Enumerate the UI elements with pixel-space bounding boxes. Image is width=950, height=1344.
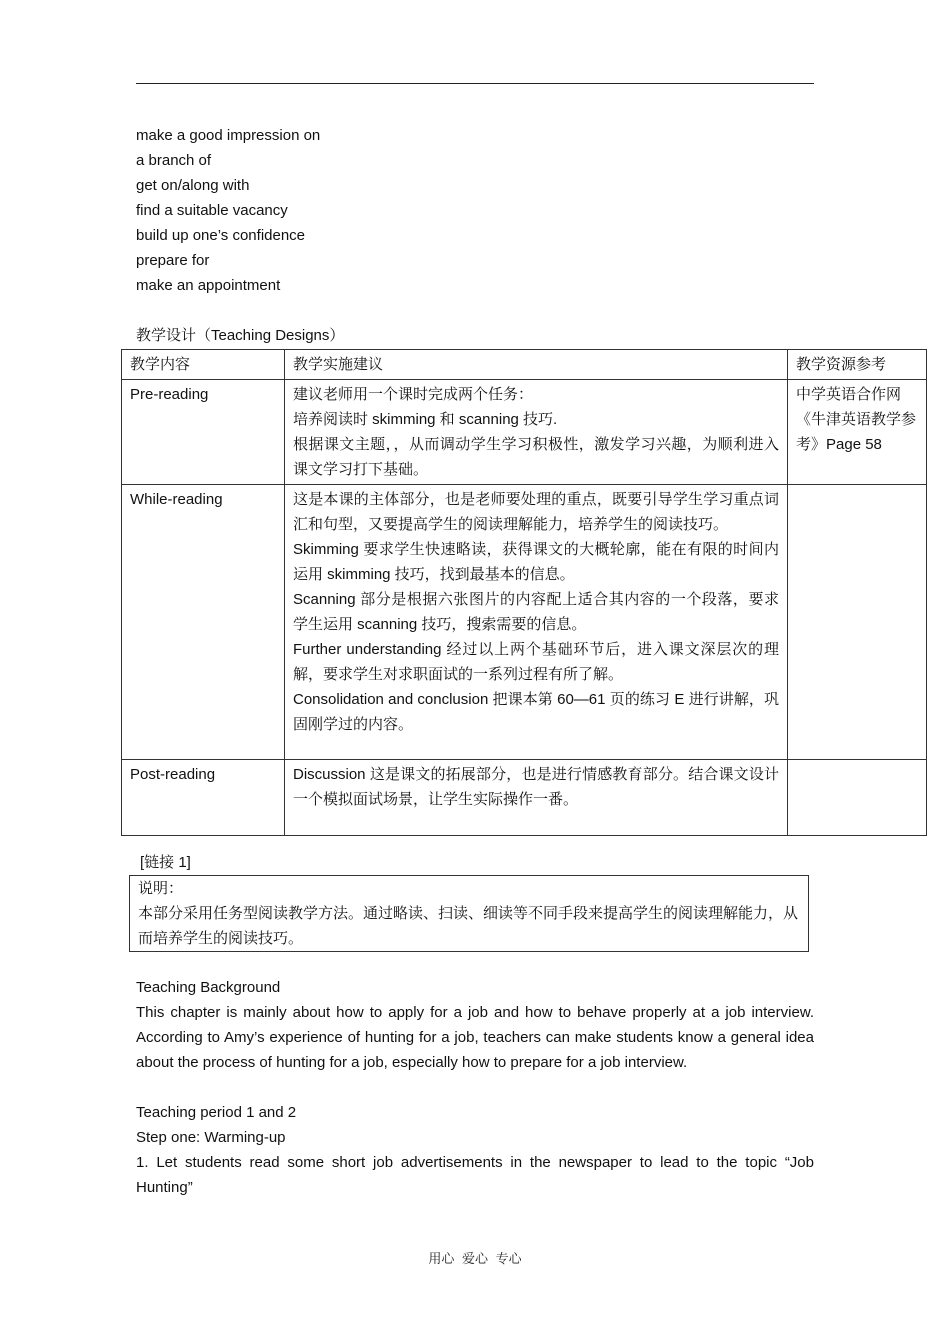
table-row [122, 760, 927, 836]
suggestion-text: Scanning 部分是根据六张图片的内容配上适合其内容的一个段落，要求学生运用 scanning 技巧，搜索需要的信息。 [293, 591, 779, 633]
note-title: 说明： [138, 880, 184, 897]
suggestion-text: 这是本课的主体部分，也是老师要处理的重点，既要引导学生学习重点词汇和句型，又要提高学生的阅读理解能力，培养学生的阅读技巧。 [293, 491, 779, 533]
header-resources: 教学资源参考 [788, 350, 927, 380]
stage-cell: While-reading [122, 485, 285, 760]
teaching-period [136, 1100, 814, 1200]
phrase-item: build up one’s confidence [136, 227, 306, 244]
background-text: This chapter is mainly about how to apply for a job and how to behave properly at a job interview. According to Amy’s experience of hunting for a job, teachers can make students know a general idea about the process of hunting for a job, especially how to prepare for a job interview. [136, 1004, 814, 1071]
teaching-design-table [121, 349, 927, 836]
header-suggestions: 教学实施建议 [285, 350, 788, 380]
phrase-item: a branch of [136, 152, 212, 169]
phrase-item: make an appointment [136, 277, 281, 294]
teaching-design-title: 教学设计（Teaching Designs） [136, 327, 345, 344]
resource-cell [788, 485, 927, 760]
suggestion-cell [285, 485, 788, 760]
page-footer: 用心 爱心 专心 [428, 1251, 522, 1266]
suggestion-cell [285, 760, 788, 836]
phrase-item: prepare for [136, 252, 210, 269]
suggestion-text: Further understanding 经过以上两个基础环节后，进入课文深层次的理解，要求学生对求职面试的一系列过程有所了解。 [293, 641, 779, 683]
phrase-item: make a good impression on [136, 127, 321, 144]
resource-cell: 中学英语合作网《牛津英语教学参考》Page 58 [788, 380, 927, 485]
suggestion-text: Consolidation and conclusion 把课本第 60—61 页的练习 E 进行讲解，巩固刚学过的内容。 [293, 691, 779, 733]
suggestion-text: 根据课文主题，，从而调动学生学习积极性，激发学习兴趣，为顺利进入课文学习打下基础。 [293, 436, 779, 478]
step-item: 1. Let students read some short job advertisements in the newspaper to lead to the topic “Job Hunting” [136, 1154, 814, 1196]
suggestion-text: Discussion 这是课文的拓展部分，也是进行情感教育部分。结合课文设计一个模拟面试场景，让学生实际操作一番。 [293, 766, 779, 808]
header-content: 教学内容 [122, 350, 285, 380]
phrase-list [136, 123, 320, 298]
table-header-row [122, 350, 927, 380]
step-heading: Step one: Warming-up [136, 1129, 286, 1146]
note-body: 本部分采用任务型阅读教学方法。通过略读、扫读、细读等不同手段来提高学生的阅读理解能力，从而培养学生的阅读技巧。 [138, 905, 799, 947]
link-label: [链接 1] [140, 854, 191, 871]
period-heading: Teaching period 1 and 2 [136, 1104, 297, 1121]
table-row [122, 485, 927, 760]
suggestion-text: Skimming 要求学生快速略读，获得课文的大概轮廓，能在有限的时间内运用 skimming 技巧，找到最基本的信息。 [293, 541, 779, 583]
table-row [122, 380, 927, 485]
suggestion-text: 建议老师用一个课时完成两个任务： [293, 386, 534, 403]
teaching-background [136, 975, 814, 1075]
suggestion-cell [285, 380, 788, 485]
stage-cell: Pre-reading [122, 380, 285, 485]
header-rule [136, 83, 814, 84]
note-box [129, 875, 809, 952]
resource-cell [788, 760, 927, 836]
phrase-item: find a suitable vacancy [136, 202, 288, 219]
stage-cell: Post-reading [122, 760, 285, 836]
suggestion-text: 培养阅读时 skimming 和 scanning 技巧. [293, 411, 558, 428]
phrase-item: get on/along with [136, 177, 250, 194]
background-heading: Teaching Background [136, 979, 281, 996]
